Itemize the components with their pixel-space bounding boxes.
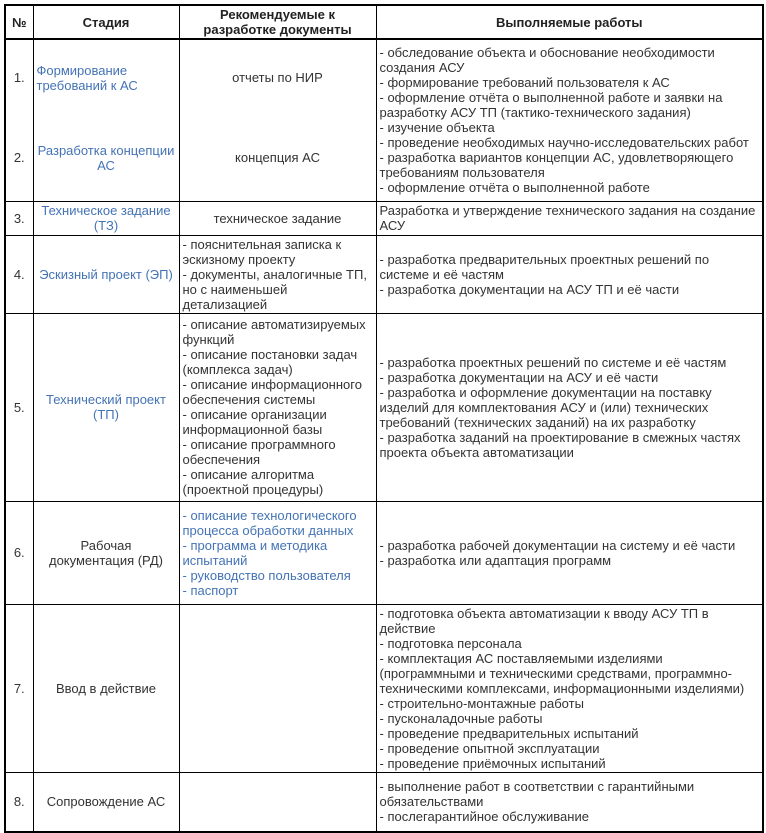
documents-cell bbox=[179, 235, 376, 313]
row-number-cell: 1. bbox=[5, 39, 33, 115]
work-item: - строительно-монтажные работы bbox=[379, 695, 584, 711]
stage-cell: Рабочая документация (РД) bbox=[33, 501, 179, 604]
row-number-cell: 8. bbox=[5, 772, 33, 832]
table-row bbox=[5, 501, 763, 604]
row-number-cell: 7. bbox=[5, 604, 33, 772]
work-item: - послегарантийное обслуживание bbox=[379, 809, 589, 825]
work-item: - обследование объекта и обоснование необходимости создания АСУ bbox=[379, 45, 715, 76]
row-number-cell: 6. bbox=[5, 501, 33, 604]
document-item[interactable]: - описание технологического процесса обработки данных bbox=[182, 507, 357, 538]
header-stage: Стадия bbox=[33, 5, 179, 39]
work-item: - проведение опытной эксплуатации bbox=[379, 740, 600, 756]
as-development-stages-table bbox=[4, 4, 764, 833]
document-item: - описание постановки задач (комплекса задач) bbox=[182, 347, 358, 377]
document-item: - описание алгоритма (проектной процедуры) bbox=[182, 467, 324, 497]
document-item: - описание автоматизируемых функций bbox=[182, 317, 366, 347]
document-item: - пояснительная записка к эскизному проекту bbox=[182, 236, 342, 267]
work-item: - разработка или адаптация программ bbox=[379, 552, 612, 568]
documents-links-cell[interactable] bbox=[179, 501, 376, 604]
works-cell bbox=[376, 313, 763, 501]
stage-cell: Ввод в действие bbox=[33, 604, 179, 772]
table-row bbox=[5, 39, 763, 115]
work-item: - разработка документации на АСУ и её части bbox=[379, 369, 659, 385]
documents-cell bbox=[179, 201, 376, 235]
document-item: - описание программного обеспечения bbox=[182, 437, 336, 467]
documents-cell bbox=[179, 39, 376, 115]
work-item: - разработка заданий на проектирование в смежных частях проекта объекта автоматизации bbox=[379, 429, 741, 460]
work-item: - изучение объекта bbox=[379, 120, 495, 136]
row-number-cell: 3. bbox=[5, 201, 33, 235]
work-item: - разработка проектных решений по системе и её частям bbox=[379, 354, 727, 370]
table-row bbox=[5, 201, 763, 235]
stage-link-cell[interactable]: Разработка концепции АС bbox=[33, 115, 179, 201]
table-row bbox=[5, 772, 763, 832]
documents-cell bbox=[179, 115, 376, 201]
works-cell bbox=[376, 501, 763, 604]
table-row bbox=[5, 235, 763, 313]
table-body bbox=[5, 39, 763, 832]
row-number-cell: 2. bbox=[5, 115, 33, 201]
works-cell bbox=[376, 604, 763, 772]
stage-link-cell[interactable]: Формирование требований к АС bbox=[33, 39, 179, 115]
header-num: № bbox=[5, 5, 33, 39]
work-item: - оформление отчёта о выполненной работе bbox=[379, 180, 650, 196]
row-number-cell: 4. bbox=[5, 235, 33, 313]
works-cell bbox=[376, 772, 763, 832]
documents-cell bbox=[179, 313, 376, 501]
row-number-cell: 5. bbox=[5, 313, 33, 501]
stage-link-cell[interactable]: Технический проект (ТП) bbox=[33, 313, 179, 501]
work-item: - разработка рабочей документации на систему и её части bbox=[379, 537, 736, 553]
works-cell bbox=[376, 201, 763, 235]
work-item: - разработка предварительных проектных решений по системе и её частям bbox=[379, 251, 710, 282]
header-works: Выполняемые работы bbox=[376, 5, 763, 39]
work-item: Разработка и утверждение технического задания на создание АСУ bbox=[379, 203, 756, 233]
works-cell bbox=[376, 39, 763, 201]
work-item: - проведение необходимых научно-исследовательских работ bbox=[379, 135, 749, 151]
work-item: - проведение приёмочных испытаний bbox=[379, 755, 606, 771]
documents-cell bbox=[179, 604, 376, 772]
work-item: - подготовка персонала bbox=[379, 635, 522, 651]
works-cell bbox=[376, 235, 763, 313]
document-item: концепция АС bbox=[235, 150, 320, 166]
work-item: - комплектация АС поставляемыми изделиями (программными и техническими средствами, программно-техническими комплексами, информационными изделиями) bbox=[379, 650, 745, 696]
header-docs: Рекомендуемые к разработке документы bbox=[179, 5, 376, 39]
table-row bbox=[5, 604, 763, 772]
document-item: техническое задание bbox=[213, 210, 342, 226]
work-item: - разработка и оформление документации на поставку изделий для комплектования АСУ и (или) технических требований (технических заданий) на их разработку bbox=[379, 384, 712, 430]
document-item[interactable]: - паспорт bbox=[182, 582, 239, 598]
stage-link-cell[interactable]: Техническое задание (ТЗ) bbox=[33, 201, 179, 235]
work-item: - выполнение работ в соответствии с гарантийными обязательствами bbox=[379, 779, 695, 810]
work-item: - разработка документации на АСУ ТП и её части bbox=[379, 281, 680, 297]
stage-link-cell[interactable]: Эскизный проект (ЭП) bbox=[33, 235, 179, 313]
work-item: - подготовка объекта автоматизации к вводу АСУ ТП в действие bbox=[379, 605, 709, 636]
document-item: - описание организации информационной базы bbox=[182, 407, 327, 437]
document-item: - описание информационного обеспечения системы bbox=[182, 377, 362, 407]
document-item: отчеты по НИР bbox=[232, 70, 323, 85]
document-item: - документы, аналогичные ТП, но с наименьшей детализацией bbox=[182, 266, 367, 312]
work-item: - оформление отчёта о выполненной работе и заявки на разработку АСУ ТП (тактико-технического задания) bbox=[379, 90, 723, 121]
documents-cell bbox=[179, 772, 376, 832]
document-item[interactable]: - программа и методика испытаний bbox=[182, 537, 328, 568]
work-item: - формирование требований пользователя к АС bbox=[379, 75, 670, 91]
stage-cell: Сопровождение АС bbox=[33, 772, 179, 832]
work-item: - пусконаладочные работы bbox=[379, 710, 543, 726]
document-item[interactable]: - руководство пользователя bbox=[182, 567, 351, 583]
work-item: - проведение предварительных испытаний bbox=[379, 725, 639, 741]
header-row bbox=[5, 5, 763, 39]
work-item: - разработка вариантов концепции АС, удовлетворяющего требованиям пользователя bbox=[379, 150, 734, 181]
table-row bbox=[5, 313, 763, 501]
